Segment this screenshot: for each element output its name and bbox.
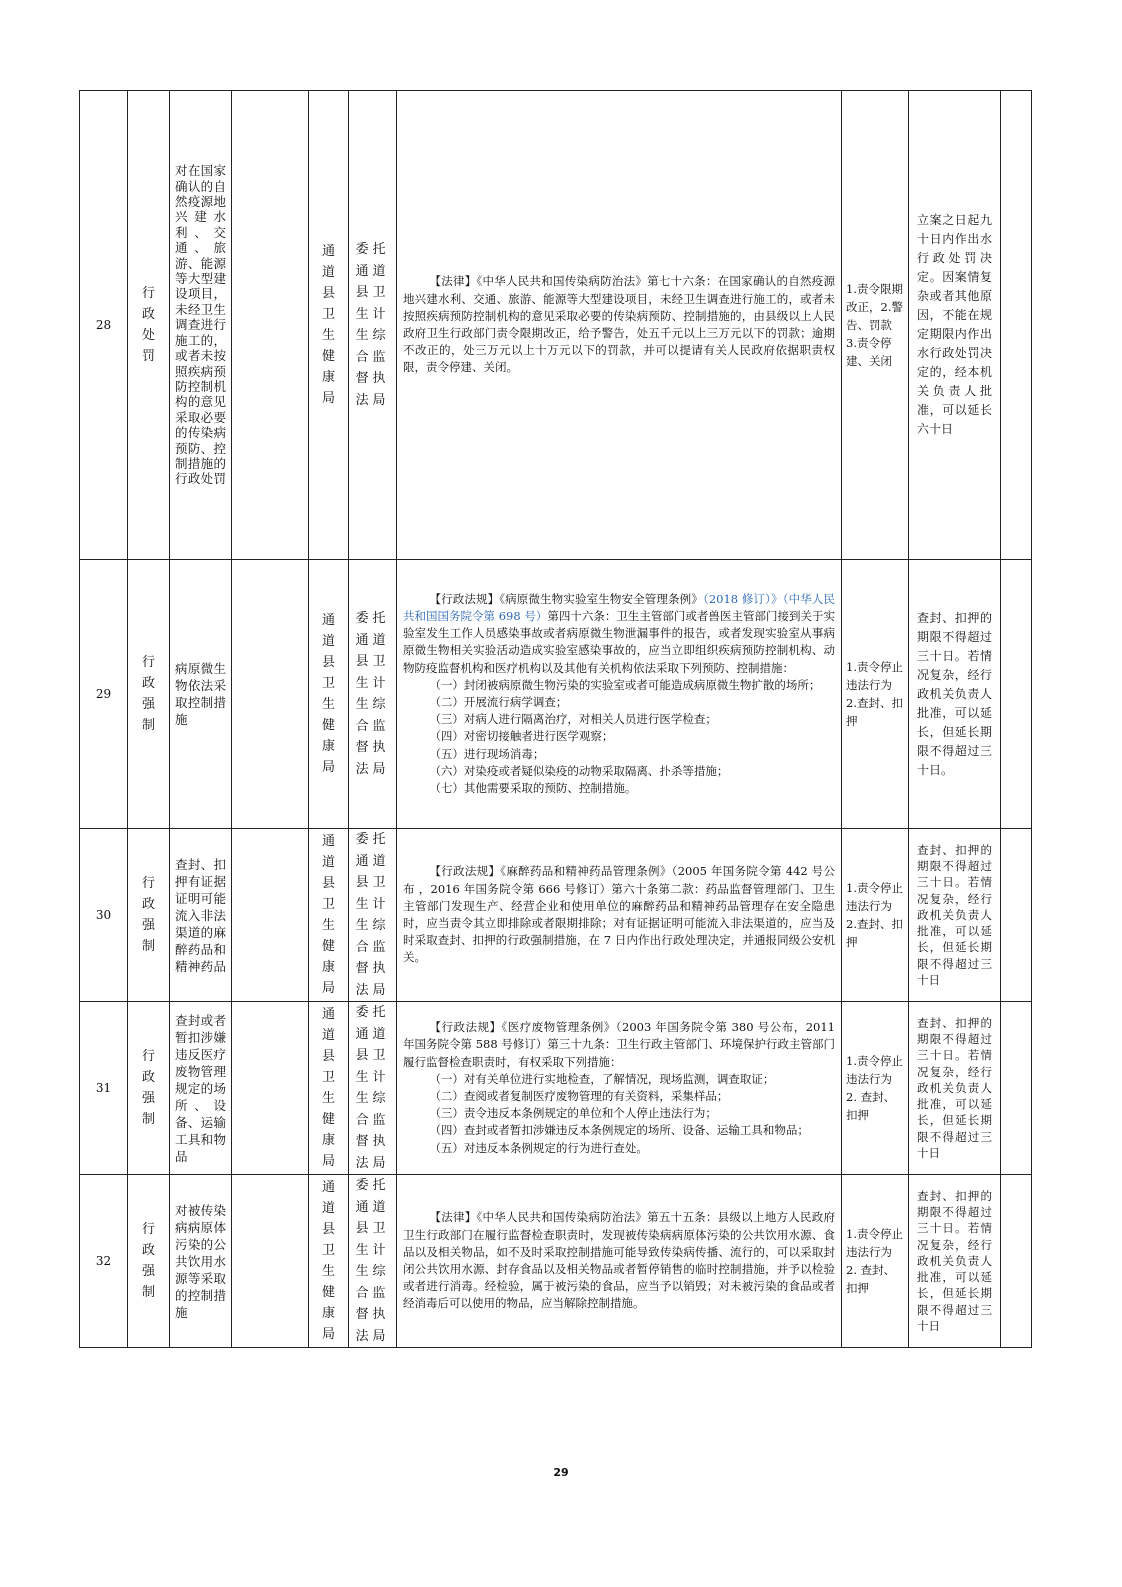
- regulation-title: 【行政法规】《病原微生物实验室生物安全管理条例》: [429, 591, 703, 606]
- power-category: 行政强制: [128, 560, 170, 829]
- legal-basis: 【行政法规】《医疗废物管理条例》（2003 年国务院令第 380 号公布，2011 年国务院令第 588 号修订）第三十九条：卫生行政主管部门、环境保护行政主管部门履行监督检查职责时，有权采取下列措施： （一）对有关单位进行实地检查，了解情况，现场监测，调查取证； （二）查阅或者复制医疗废物管理的有关资料，采集样品； （三）责令违反本条例规定的单位和个人停止违法行为； （四）查封或者暂扣涉嫌违反本条例规定的场所、设备、运输工具和物品； （五）对违反本条例规定的行为进行查处。: [397, 1002, 842, 1175]
- power-category: 行政处罚: [128, 91, 170, 560]
- executing-agency: 委托通道县卫生计生综合监督执法局: [349, 1002, 397, 1175]
- table-row: [80, 560, 1032, 829]
- row-number: 29: [80, 560, 128, 829]
- table-row: [80, 1175, 1032, 1348]
- table-row: [80, 91, 1032, 560]
- basis-item: （二）开展流行病学调查；: [429, 695, 568, 709]
- power-category: 行政强制: [128, 1002, 170, 1175]
- power-name: 对在国家确认的自然疫源地兴建水利、交通、旅游、能源等大型建设项目，未经卫生调查进行施工的，或者未按照疾病预防控制机构的意见采取必要的传染病预防、控制措施的行政处罚: [170, 91, 232, 560]
- power-code: [232, 1175, 309, 1348]
- power-code: [232, 91, 309, 560]
- row-number: 30: [80, 829, 128, 1002]
- legal-basis: 【行政法规】《麻醉药品和精神药品管理条例》（2005 年国务院令第 442 号公布 ，2016 年国务院令第 666 号修订）第六十条第二款：药品监督管理部门、卫生主管部门发现生产、经营企业和使用单位的麻醉药品和精神药品管理存在安全隐患时，应当责令其立即排除或者限期排除；对有证据证明可能流入非法渠道的，应当及时采取查封、扣押的行政强制措施，在 7 日内作出行政处理决定，并通报同级公安机关。: [397, 829, 842, 1002]
- time-limit: 查封、扣押的期限不得超过三十日。若情况复杂，经行政机关负责人批准，可以延长，但延长期限不得超过三十日: [909, 1002, 1001, 1175]
- time-limit: 查封、扣押的期限不得超过三十日。若情况复杂，经行政机关负责人批准，可以延长，但延长期限不得超过三十日: [909, 1175, 1001, 1348]
- legal-basis: 【法律】《中华人民共和国传染病防治法》第五十五条：县级以上地方人民政府卫生行政部门在履行监督检查职责时，发现被传染病病原体污染的公共饮用水源、食品以及相关物品，如不及时采取控制措施可能导致传染病传播、流行的，可以采取封闭公共饮用水源、封存食品以及相关物品或者暂停销售的临时控制措施，并予以检验或者进行消毒。经检验，属于被污染的食品，应当予以销毁；对未被污染的食品或者经消毒后可以使用的物品，应当解除控制措施。: [397, 1175, 842, 1348]
- basis-item: （五）进行现场消毒；: [429, 746, 545, 761]
- row-number: 32: [80, 1175, 128, 1348]
- basis-item: （三）对病人进行隔离治疗，对相关人员进行医学检查；: [429, 712, 717, 727]
- regulation-link[interactable]: （2018 修订）》（中华人民共和国国务院令第 698 号）: [403, 591, 836, 623]
- table-row: [80, 829, 1032, 1002]
- row-number: 31: [80, 1002, 128, 1175]
- power-code: [232, 1002, 309, 1175]
- legal-basis: [397, 560, 842, 829]
- power-name: 病原微生物依法采取控制措施: [170, 560, 232, 829]
- power-category: 行政强制: [128, 829, 170, 1002]
- time-limit: 查封、扣押的期限不得超过三十日。若情况复杂，经行政机关负责人批准，可以延长，但延长期限不得超过三十日。: [909, 560, 1001, 829]
- regulation-text: 第四十六条：卫生主管部门或者兽医主管部门接到关于实验室发生工作人员感染事故或者病原微生物泄漏事件的报告，或者发现实验室从事病原微生物相关实验活动造成实验室感染事故的，应当立即组织疾病预防控制机构、动物防疫监督机构和医疗机构以及其他有关机构依法采取下列预防、控制措施：: [403, 608, 835, 675]
- page-number: 29: [553, 1466, 569, 1479]
- executing-agency: 委托通道县卫生计生综合监督执法局: [349, 1175, 397, 1348]
- row-number: 28: [80, 91, 128, 560]
- time-limit: 立案之日起九十日内作出水行政处罚决定。因案情复杂或者其他原因，不能在规定期限内作出水行政处罚决定的，经本机关负责人批准，可以延长六十日: [909, 91, 1001, 560]
- basis-item: （二）查阅或者复制医疗废物管理的有关资料，采集样品；: [429, 1089, 729, 1103]
- power-code: [232, 560, 309, 829]
- remark: [1001, 560, 1032, 829]
- measure-type: 1.责令停止违法行为 2. 查封、扣押: [842, 1002, 909, 1175]
- executing-agency: 委托通道县卫生计生综合监督执法局: [349, 829, 397, 1002]
- basis-item: （四）查封或者暂扣涉嫌违反本条例规定的场所、设备、运输工具和物品；: [429, 1123, 809, 1138]
- basis-item: （三）责令违反本条例规定的单位和个人停止违法行为；: [429, 1106, 717, 1121]
- table-row: [80, 1002, 1032, 1175]
- basis-item: （六）对染疫或者疑似染疫的动物采取隔离、扑杀等措施；: [429, 763, 729, 778]
- legal-basis: 【法律】《中华人民共和国传染病防治法》第七十六条：在国家确认的自然疫源地兴建水利、交通、旅游、能源等大型建设项目，未经卫生调查进行施工的，或者未按照疾病预防控制机构的意见采取必要的传染病预防、控制措施的，由县级以上人民政府卫生行政部门责令限期改正，给予警告，处五千元以上三万元以下的罚款；逾期不改正的，处三万元以上十万元以下的罚款，并可以提请有关人民政府依据职责权限，责令停建、关闭。: [397, 91, 842, 560]
- executing-agency: 委托通道县卫生计生综合监督执法局: [349, 91, 397, 560]
- implementing-authority: 通道县卫生健康局: [309, 1175, 349, 1348]
- measure-type: 1.责令停止违法行为 2.查封、扣押: [842, 829, 909, 1002]
- remark: [1001, 1175, 1032, 1348]
- time-limit: 查封、扣押的期限不得超过三十日。若情况复杂，经行政机关负责人批准，可以延长，但延长期限不得超过三十日: [909, 829, 1001, 1002]
- executing-agency: 委托通道县卫生计生综合监督执法局: [349, 560, 397, 829]
- implementing-authority: 通道县卫生健康局: [309, 829, 349, 1002]
- implementing-authority: 通道县卫生健康局: [309, 1002, 349, 1175]
- remark: [1001, 91, 1032, 560]
- power-category: 行政强制: [128, 1175, 170, 1348]
- measure-type: 1.责令停止违法行为 2.查封、扣押: [842, 560, 909, 829]
- measure-type: 1.责令限期改正，2.警告、罚款 3.责令停建、关闭: [842, 91, 909, 560]
- basis-item: （一）封闭被病原微生物污染的实验室或者可能造成病原微生物扩散的场所；: [429, 677, 821, 692]
- remark: [1001, 1002, 1032, 1175]
- basis-item: （四）对密切接触者进行医学观察；: [429, 729, 614, 744]
- power-name: 查封或者暂扣涉嫌违反医疗废物管理规定的场所、设备、运输工具和物品: [170, 1002, 232, 1175]
- implementing-authority: 通道县卫生健康局: [309, 91, 349, 560]
- power-list-table: [79, 90, 1032, 1348]
- basis-item: （七）其他需要采取的预防、控制措施。: [429, 781, 637, 796]
- remark: [1001, 829, 1032, 1002]
- power-code: [232, 829, 309, 1002]
- measure-type: 1.责令停止违法行为 2. 查封、扣押: [842, 1175, 909, 1348]
- implementing-authority: 通道县卫生健康局: [309, 560, 349, 829]
- power-name: 查封、扣押有证据证明可能流入非法渠道的麻醉药品和精神药品: [170, 829, 232, 1002]
- basis-item: （一）对有关单位进行实地检查，了解情况，现场监测，调查取证；: [429, 1071, 775, 1086]
- basis-item: （五）对违反本条例规定的行为进行查处。: [429, 1140, 648, 1155]
- power-name: 对被传染病病原体污染的公共饮用水源等采取的控制措施: [170, 1175, 232, 1348]
